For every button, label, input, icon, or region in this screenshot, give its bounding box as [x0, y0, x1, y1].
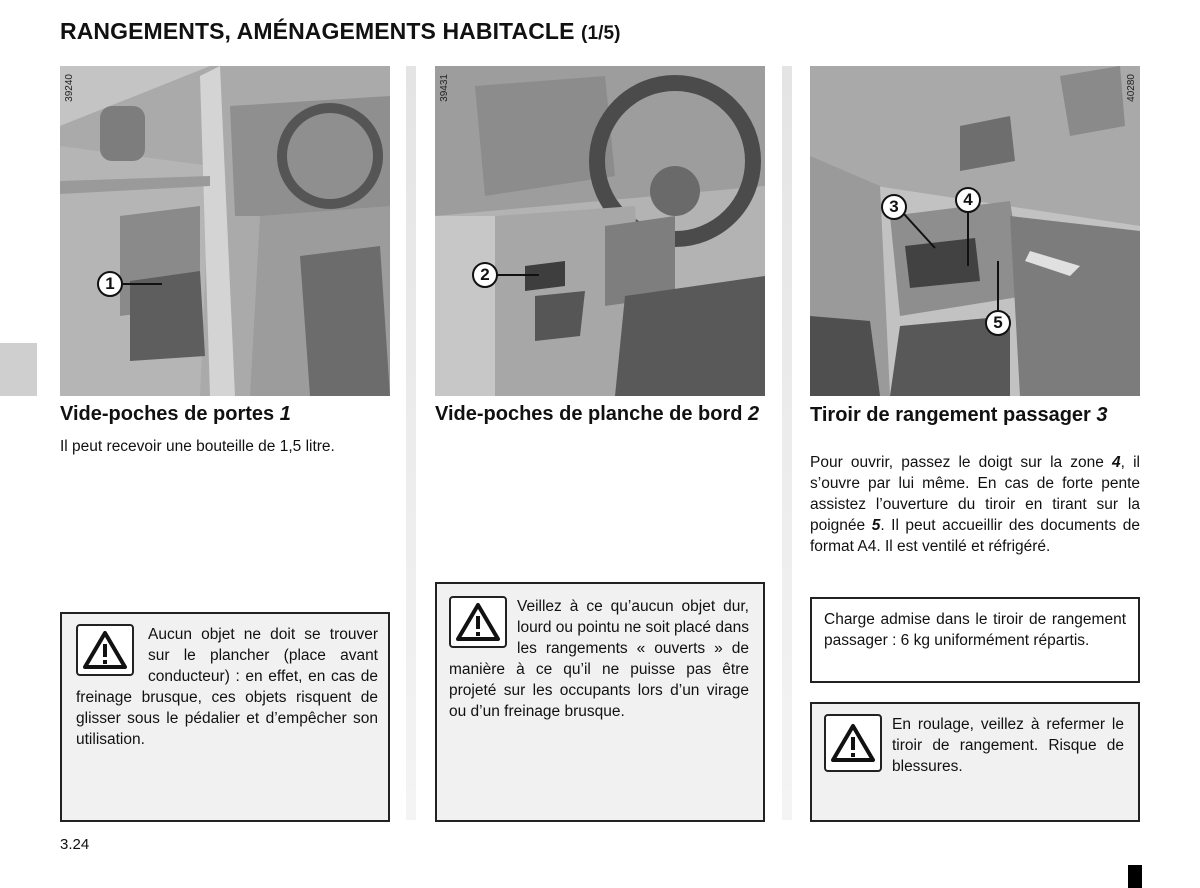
chapter-tab: [0, 343, 37, 396]
warning-text-floor: Aucun objet ne doit se trouver sur le plancher (place avant conducteur) : en effet, en cas de freinage brusque, ces objets risquent de glisser sous le pédalier et d’empêcher son utilisation.: [76, 626, 378, 748]
warning-text-drawer: En roulage, veillez à refermer le tiroir de rangement. Risque de blessures.: [892, 716, 1124, 775]
warning-box-floor: [60, 612, 390, 822]
warning-triangle-icon: [449, 596, 507, 648]
door-pocket-illustration: [60, 66, 390, 396]
section-title-door-pockets: Vide-poches de portes 1: [60, 403, 291, 425]
passenger-drawer-photo: [810, 66, 1140, 396]
page-title-text: RANGEMENTS, AMÉNAGEMENTS HABITACLE: [60, 18, 575, 44]
column-divider: [406, 66, 416, 820]
warning-box-drawer: [810, 702, 1140, 822]
passenger-drawer-description: Pour ouvrir, passez le doigt sur la zone 4, il s’ouvre par lui même. En cas de forte pente assistez l’ouverture du tiroir en tirant sur la poignée 5. Il peut accueillir des documents de format A4. Il est ventilé et réfrigéré.: [810, 454, 1141, 555]
page-title-suffix: (1/5): [581, 23, 621, 44]
page-edge-marker: [1128, 865, 1142, 888]
callout-leader-lines: [810, 66, 1140, 396]
callout-leader-line: [122, 282, 162, 286]
callout-4: 4: [955, 187, 981, 213]
column-divider: [782, 66, 792, 820]
section-title-dashboard-pocket: Vide-poches de planche de bord 2: [435, 403, 760, 425]
warning-box-open-storage: [435, 582, 765, 822]
page-number: 3.24: [60, 836, 90, 853]
callout-leader-line: [497, 273, 539, 277]
callout-5: 5: [985, 310, 1011, 336]
dashboard-pocket-illustration: [435, 66, 765, 396]
warning-triangle-icon: [824, 714, 882, 772]
photo-reference: 39431: [439, 74, 450, 102]
callout-1: 1: [97, 271, 123, 297]
door-pocket-photo: [60, 66, 390, 396]
callout-2: 2: [472, 262, 498, 288]
callout-3: 3: [881, 194, 907, 220]
warning-triangle-icon: [76, 624, 134, 676]
dashboard-pocket-photo: [435, 66, 765, 396]
section-title-passenger-drawer: Tiroir de rangement passager 3: [810, 404, 1108, 426]
warning-text-open-storage: Veillez à ce qu’aucun objet dur, lourd ou pointu ne soit placé dans les rangements « ouverts » de manière à ce qu’il ne puisse pas être projeté sur les occupants lors d’un virage ou d’un freinage brusque.: [449, 598, 749, 720]
photo-reference: 40280: [1126, 74, 1137, 102]
door-pocket-description: Il peut recevoir une bouteille de 1,5 litre.: [60, 438, 335, 455]
photo-reference: 39240: [64, 74, 75, 102]
page-title: [60, 18, 621, 45]
load-capacity-note: Charge admise dans le tiroir de rangement passager : 6 kg uniformément répartis.: [810, 597, 1140, 683]
